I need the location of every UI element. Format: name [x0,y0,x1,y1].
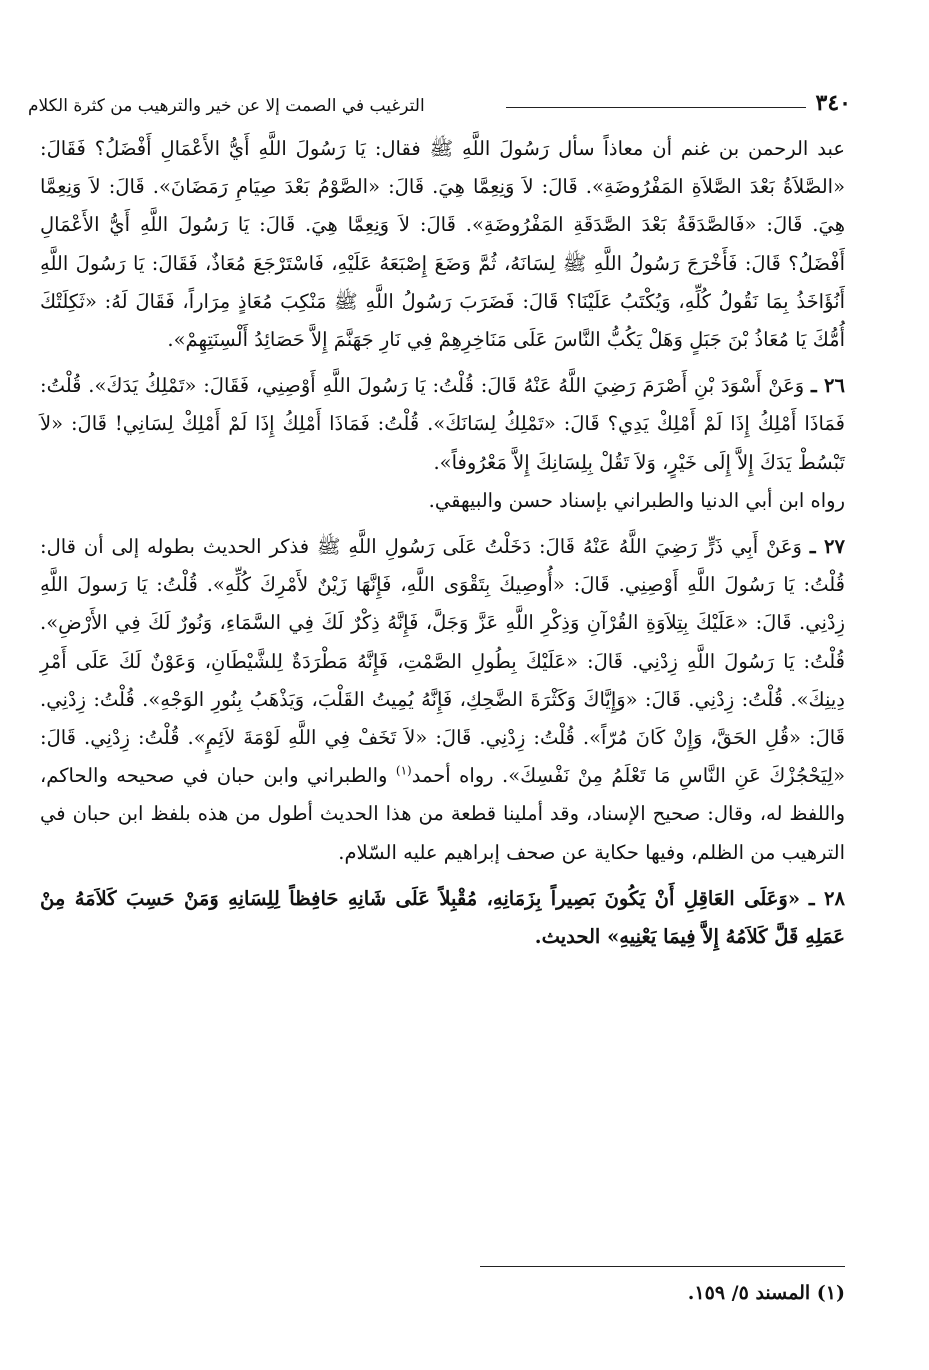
header-rule [506,107,806,108]
hadith-28 [40,880,845,956]
hadith-text: وَعَنْ أَبِي ذَرٍّ رَضِيَ اللَّهُ عَنْهُ قَالَ: دَخَلْتُ عَلَى رَسُولِ اللَّهِ ﷺ فذكر الحديث بطوله إلى أن قال: قُلْتُ: يَا رَسُولَ اللَّهِ أَوْصِنِي. قَالَ: «أُوصِيكَ بِتَقْوَى اللَّهِ، فَإِنَّهَا زَيْنٌ لأَمْرِكَ كُلِّهِ». قُلْتُ: يَا رَسولَ اللَّهِ زِدْنِي. قَالَ: «عَلَيْكَ بِتِلاَوَةِ القُرْآنِ وَذِكْرِ اللَّهِ عَزَّ وَجَلَّ، فَإِنَّهُ ذِكْرٌ لَكَ فِي السَّمَاءِ، وَنُورٌ لَكَ فِي الأَرْضِ». قُلْتُ: يَا رَسُولَ اللَّهِ زِدْنِي. قَالَ: «عَلَيْكَ بِطُولِ الصَّمْتِ، فَإِنَّهُ مَطْرَدَةٌ لِلشَّيْطَانِ، وَعَوْنٌ لَكَ عَلَى أَمْرِ دِينِكَ». قُلْتُ: زِدْنِي. قَالَ: «وَإِيَّاكَ وَكَثْرَةَ الضَّحِكِ، فَإِنَّهُ يُمِيتُ القَلْبَ، وَيَذْهَبُ بِنُورِ الوَجْهِ». قُلْتُ: زِدْنِي. قَالَ: «قُلِ الحَقَّ، وَإِنْ كَانَ مُرّاً». قُلْتُ: زِدْنِي. قَالَ: «لاَ تَخَفْ فِي اللَّهِ لَوْمَةَ لاَئِمٍ». قُلْتُ: زِدْنِي. قَالَ: «لِيَحْجُزْكَ عَنِ النَّاسِ مَا تَعْلَمُ مِنْ نَفْسِكَ». [40,535,845,788]
footnote-text: المسند ٥/ ١٥٩. [687,1282,811,1304]
hadith-source: رواه ابن أبي الدنيا والطبراني بإسناد حسن والبيهقي. [428,488,845,512]
hadith-26 [40,367,845,482]
hadith-26-source [40,482,845,520]
hadith-27 [40,528,845,872]
hadith-text: «وَعَلَى العَاقِلِ أَنْ يَكُونَ بَصِيراً بِزَمَانِهِ، مُقْبِلاً عَلَى شَانِهِ حَافِظاً لِلِسَانِهِ وَمَنْ حَسِبَ كَلاَمَهُ مِنْ عَمَلِهِ قَلَّ كَلاَمُهُ إِلاَّ فِيمَا يَعْنِيهِ» الحديث. [40,886,845,949]
running-title: الترغيب في الصمت إلا عن خير والترهيب من كثرة الكلام [28,96,425,116]
page-number: ٣٤٠ [815,90,851,116]
hadith-number: ٢٦ ـ [810,374,845,398]
footnote-marker: (١) [816,1282,845,1304]
hadith-text: وَعَنْ أَسْوَدَ بْنِ أَصْرَمَ رَضِيَ اللَّهُ عَنْهُ قَالَ: قُلْتُ: يَا رَسُولَ اللَّهِ أَوْصِنِي، فَقَالَ: «تَمْلِكُ يَدَكَ». قُلْتُ: فَمَاذَا أَمْلِكُ إِذَا لَمْ أَمْلِكْ يَدِي؟ قَالَ: «تَمْلِكُ لِسَانَكَ». قُلْتُ: فَمَاذَا أَمْلِكُ إِذَا لَمْ أَمْلِكْ لِسَانِي! قَالَ: «لاَ تَبْسُطْ يَدَكَ إِلاَّ إِلَى خَيْرٍ، وَلاَ تَقُلْ بِلِسَانِكَ إِلاَّ مَعْرُوفاً». [40,374,845,474]
hadith-text: عبد الرحمن بن غنم أن معاذاً سأل رَسُولَ اللَّهِ ﷺ فقال: يَا رَسُولَ اللَّهِ أَيُّ الأَعْمَالِ أَفْضَلُ؟ فَقَالَ: «الصَّلاَةُ بَعْدَ الصَّلاَةِ المَفْرُوضَةِ». قَالَ: لاَ وَنِعِمَّا هِيَ. قَالَ: «الصَّوْمُ بَعْدَ صِيَامِ رَمَضَانَ». قَالَ: لاَ وَنِعِمَّا هِيَ. قَالَ: «فَالصَّدَقَةُ بَعْدَ الصَّدَقَةِ المَفْرُوضَةِ». قَالَ: لاَ وَنِعِمَّا هِيَ. قَالَ: يَا رَسُولَ اللَّهِ أَيُّ الأَعْمَالِ أَفْضَلُ؟ قَالَ: فَأَخْرَجَ رَسُولُ اللَّهِ ﷺ لِسَانَهُ، ثُمَّ وَضَعَ إِصْبَعَهُ عَلَيْهِ، فَاسْتَرْجَعَ مُعَاذٌ، فَقَالَ: يَا رَسُولَ اللَّهِ أَنُؤَاخَذُ بِمَا نَقُولُ كُلِّهِ، وَيُكْتَبُ عَلَيْنَا؟ قَالَ: فَضَرَبَ رَسُولُ اللَّهِ ﷺ مَنْكِبَ مُعَاذٍ مِرَاراً، فَقَالَ لَهُ: «ثَكِلَتْكَ أُمُّكَ يَا مُعَاذُ بْنَ جَبَلٍ وَهَلْ يَكُبُّ النَّاسَ عَلَى مَنَاخِرِهِمْ فِي نَارِ جَهَنَّمَ إِلاَّ حَصَائِدُ أَلْسِنَتِهِمْ». [40,137,845,352]
page-header [28,82,851,116]
hadith-source-pre: رواه أحمد [411,764,494,788]
footnote-ref[interactable]: (١) [395,763,412,778]
footnote [40,1282,845,1304]
hadith-number: ٢٨ ـ [808,886,845,910]
body-text [40,130,845,956]
hadith-number: ٢٧ ـ [809,535,845,559]
hadith-source-post: والطبراني وابن حبان في صحيحه والحاكم، واللفظ له، وقال: صحيح الإسناد، وقد أملينا قطعة من هذا الحديث أطول من هذه بلفظ ابن حبان في الترهيب من الظلم، وفيها حكاية عن صحف إبراهيم عليه السّلام. [40,764,845,864]
hadith-continuation [40,130,845,359]
footnote-divider [480,1266,845,1267]
